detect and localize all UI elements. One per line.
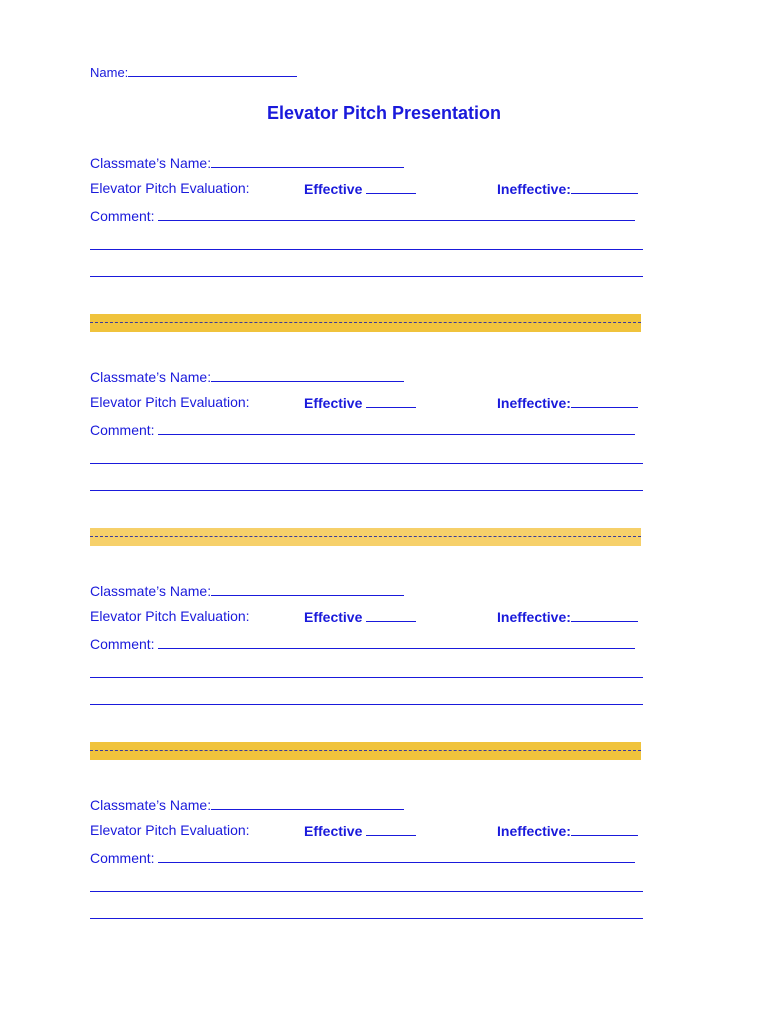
effective-blank[interactable] [366,394,416,408]
evaluation-label: Elevator Pitch Evaluation: [90,394,250,410]
page-title: Elevator Pitch Presentation [266,103,502,123]
effective-label: Effective [304,609,363,625]
comment-line[interactable] [90,677,643,678]
section-separator [90,528,641,546]
comment-row [90,421,635,439]
effective-label: Effective [304,823,363,839]
comment-line[interactable] [90,249,643,250]
classmate-name-blank[interactable] [211,582,404,596]
separator-dashed-line [90,750,641,751]
evaluation-section-2 [90,368,643,508]
ineffective-label: Ineffective: [497,395,571,411]
classmate-name-label: Classmate’s Name: [90,369,212,385]
evaluation-label: Elevator Pitch Evaluation: [90,822,250,838]
comment-line[interactable] [90,891,643,892]
ineffective-blank[interactable] [571,608,638,622]
classmate-name-row [90,368,404,386]
effective-label: Effective [304,395,363,411]
effective-option [304,394,416,412]
effective-label: Effective [304,181,363,197]
comment-label: Comment: [90,208,155,224]
effective-blank[interactable] [366,608,416,622]
evaluation-section-4 [90,796,643,936]
comment-row [90,635,635,653]
evaluation-row [90,822,643,839]
classmate-name-row [90,154,404,172]
effective-option [304,608,416,626]
evaluation-section-3 [90,582,643,722]
comment-row [90,207,635,225]
ineffective-label: Ineffective: [497,823,571,839]
classmate-name-label: Classmate’s Name: [90,155,212,171]
ineffective-blank[interactable] [571,180,638,194]
evaluation-row [90,608,643,625]
classmate-name-row [90,796,404,814]
separator-dashed-line [90,536,641,537]
ineffective-label: Ineffective: [497,609,571,625]
section-separator [90,314,641,332]
comment-blank[interactable] [158,849,635,863]
comment-line[interactable] [90,490,643,491]
comment-label: Comment: [90,636,155,652]
classmate-name-label: Classmate’s Name: [90,583,212,599]
ineffective-option [497,180,638,198]
evaluation-label: Elevator Pitch Evaluation: [90,608,250,624]
classmate-name-label: Classmate’s Name: [90,797,212,813]
ineffective-blank[interactable] [571,394,638,408]
comment-blank[interactable] [158,635,635,649]
ineffective-option [497,394,638,412]
classmate-name-blank[interactable] [211,796,404,810]
comment-label: Comment: [90,850,155,866]
student-name-blank[interactable] [128,63,297,77]
comment-label: Comment: [90,422,155,438]
ineffective-blank[interactable] [571,822,638,836]
comment-line[interactable] [90,276,643,277]
classmate-name-blank[interactable] [211,154,404,168]
evaluation-section-1 [90,154,643,294]
evaluation-label: Elevator Pitch Evaluation: [90,180,250,196]
student-name-row [90,63,297,81]
section-separator [90,742,641,760]
evaluation-row [90,180,643,197]
student-name-label: Name: [90,65,129,80]
comment-blank[interactable] [158,207,635,221]
comment-line[interactable] [90,704,643,705]
ineffective-label: Ineffective: [497,181,571,197]
evaluation-row [90,394,643,411]
comment-line[interactable] [90,463,643,464]
effective-option [304,180,416,198]
ineffective-option [497,608,638,626]
ineffective-option [497,822,638,840]
effective-blank[interactable] [366,180,416,194]
comment-row [90,849,635,867]
comment-blank[interactable] [158,421,635,435]
effective-blank[interactable] [366,822,416,836]
comment-line[interactable] [90,918,643,919]
classmate-name-row [90,582,404,600]
classmate-name-blank[interactable] [211,368,404,382]
separator-dashed-line [90,322,641,323]
effective-option [304,822,416,840]
